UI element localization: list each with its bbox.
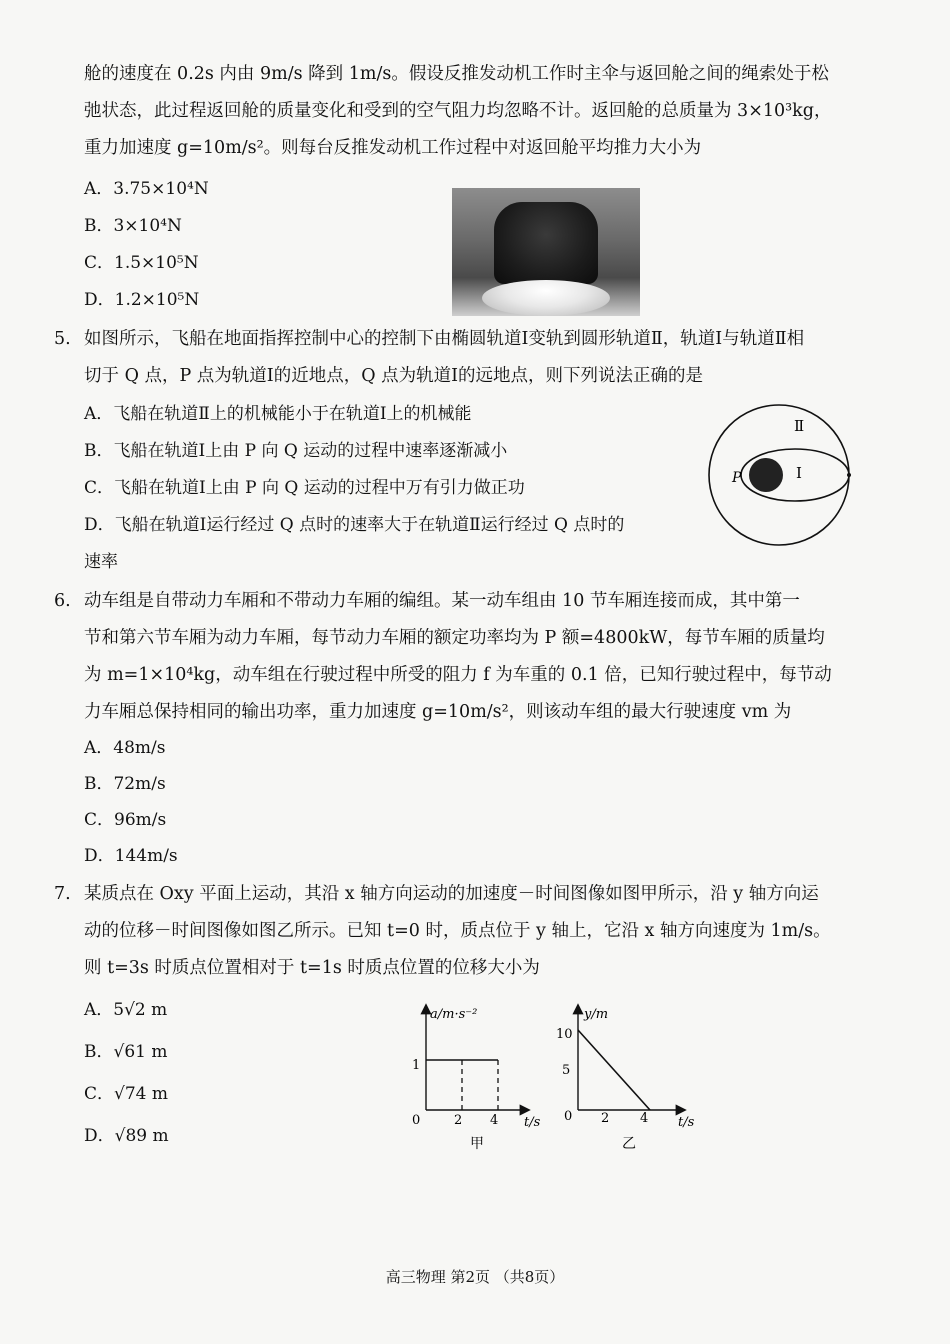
jia-origin-label: 0 [412,1113,421,1128]
q7-line-3: 则 t=3s 时质点位置相对于 t=1s 时质点位置的位移大小为 [84,958,540,978]
q5-line-1: 如图所示，飞船在地面指挥控制中心的控制下由椭圆轨道Ⅰ变轨到圆形轨道Ⅱ，轨道Ⅰ与轨道Ⅱ相 [84,329,805,349]
q7-option-b: B．√61 m [84,1042,168,1062]
q6-line-3: 为 m=1×10⁴kg，动车组在行驶过程中所受的阻力 f 为车重的 0.1 倍，已知行驶过程中，每节动 [84,665,832,685]
return-capsule-photo [452,188,640,316]
q5-option-d: D．飞船在轨道Ⅰ运行经过 Q 点时的速率大于在轨道Ⅱ运行经过 Q 点时的 [84,515,625,535]
q6-line-1: 动车组是自带动力车厢和不带动力车厢的编组。某一动车组由 10 节车厢连接而成，其中第一 [84,591,800,611]
q6-option-b: B．72m/s [84,774,166,794]
yi-caption: 乙 [622,1136,636,1152]
q5-option-b: B．飞船在轨道Ⅰ上由 P 向 Q 运动的过程中速率逐渐减小 [84,441,508,461]
q4-option-d: D．1.2×10⁵N [84,290,200,310]
q7-option-d: D．√89 m [84,1126,169,1146]
q6-number: 6. [54,591,71,611]
q6-line-2: 节和第六节车厢为动力车厢，每节动力车厢的额定功率均为 P 额=4800kW，每节车厢的质量均 [84,628,825,648]
jia-x-label: t/s [524,1115,541,1130]
point-p-label: P [732,470,742,486]
q4-line-3: 重力加速度 g=10m/s²。则每台反推发动机工作过程中对返回舱平均推力大小为 [84,138,702,158]
yi-x-tick-2: 2 [601,1111,610,1126]
q7-line-2: 动的位移－时间图像如图乙所示。已知 t=0 时，质点位于 y 轴上，它沿 x 轴方向速度为 1m/s。 [84,921,831,941]
capsule-shape [494,202,598,284]
q7-number: 7. [54,884,71,904]
chart-jia [400,998,550,1158]
jia-y-label: a/m·s⁻² [430,1007,478,1022]
jia-y-tick-1: 1 [412,1058,421,1073]
point-q-dot [847,473,851,477]
q5-line-2: 切于 Q 点，P 点为轨道Ⅰ的近地点，Q 点为轨道Ⅰ的远地点，则下列说法正确的是 [84,366,704,386]
q6-option-c: C．96m/s [84,810,167,830]
jia-caption: 甲 [470,1136,484,1152]
yi-x-label: t/s [678,1115,695,1130]
yi-x-tick-4: 4 [640,1111,649,1126]
engine-flare [482,280,610,316]
orbit-diagram [696,398,862,548]
q4-option-a: A．3.75×10⁴N [84,179,209,199]
chart-yi [556,998,706,1158]
earth-disk [749,458,783,492]
yi-origin-label: 0 [564,1109,573,1124]
q4-line-1: 舱的速度在 0.2s 内由 9m/s 降到 1m/s。假设反推发动机工作时主伞与返回舱之间的绳索处于松 [84,64,829,84]
page-footer: 高三物理 第2页 （共8页） [385,1268,565,1286]
q7-option-a: A．5√2 m [84,1000,168,1020]
q6-line-4: 力车厢总保持相同的输出功率，重力加速度 g=10m/s²，则该动车组的最大行驶速度 vm 为 [84,702,792,722]
q7-line-1: 某质点在 Oxy 平面上运动，其沿 x 轴方向运动的加速度－时间图像如图甲所示，沿 y 轴方向运 [84,884,819,904]
q6-option-a: A．48m/s [84,738,166,758]
yi-y-tick-10: 10 [556,1027,573,1042]
q5-option-a: A．飞船在轨道Ⅱ上的机械能小于在轨道Ⅰ上的机械能 [84,404,472,424]
yi-y-label: y/m [584,1007,609,1022]
q4-line-2: 弛状态，此过程返回舱的质量变化和受到的空气阻力均忽略不计。返回舱的总质量为 3×10³kg， [84,101,832,121]
q6-option-d: D．144m/s [84,846,178,866]
yi-series-line [578,1030,650,1110]
q5-option-c: C．飞船在轨道Ⅰ上由 P 向 Q 运动的过程中万有引力做正功 [84,478,525,498]
yi-y-tick-5: 5 [562,1063,571,1078]
q7-option-c: C．√74 m [84,1084,168,1104]
jia-x-tick-2: 2 [454,1113,463,1128]
jia-x-tick-4: 4 [490,1113,499,1128]
q5-option-d-continued: 速率 [84,552,118,572]
orbit-ii-label: Ⅱ [794,417,805,435]
q5-number: 5. [54,329,71,349]
q4-option-c: C．1.5×10⁵N [84,253,199,273]
orbit-i-label: Ⅰ [796,464,802,482]
q4-option-b: B．3×10⁴N [84,216,182,236]
